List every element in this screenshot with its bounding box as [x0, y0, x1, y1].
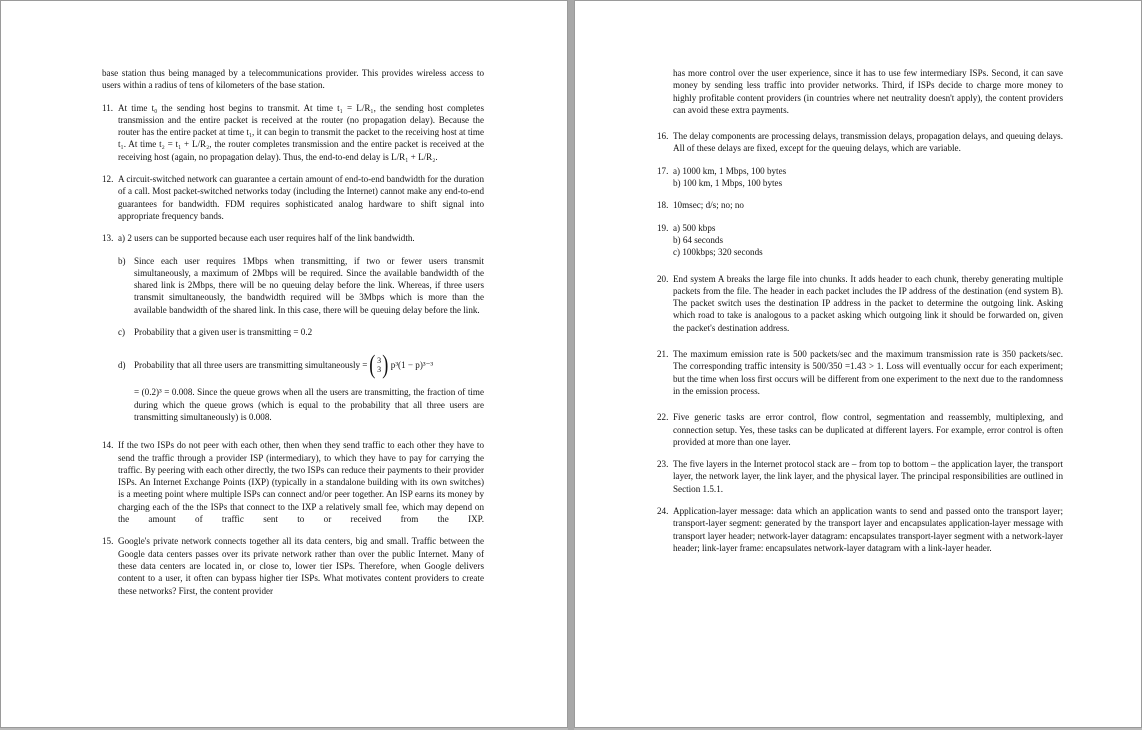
binomial-bottom: 3: [377, 365, 382, 375]
answer-24: [657, 505, 1063, 554]
answer-19-number: 19.: [657, 222, 669, 233]
answer-17: [657, 165, 1063, 190]
answer-23-text: The five layers in the Internet protocol stack are – from top to bottom – the application layer, the transport layer, the network layer, the link layer, and the physical layer. The principal responsibilities are outlined in Section 1.5.1.: [673, 459, 1063, 494]
answer-17-number: 17.: [657, 165, 669, 176]
answer-11-number: 11.: [102, 102, 114, 113]
answer-20-text: End system A breaks the large file into chunks. It adds header to each chunk, thereby generating multiple packets from the file. The header in each packet includes the IP address of the destination (end system B). The packet switch uses the destination IP address in the packet to determine the outgoing link. Asking which road to take is analogous to a packet asking which outgoing link it should be forwarded on, given the packet's destination address.: [673, 273, 1063, 333]
answer-19: [657, 222, 1063, 259]
answer-19-a: a) 500 kbps: [673, 222, 716, 233]
answer-11-text: At time t₀ the sending host begins to transmit. At time t₁ = L/R₁, the sending host completes transmission and the entire packet is received at the router (no propagation delay). Because the router has the entire packet at time t₁, it can begin to transmit the packet to the receiving host at time t₁. At time t₂ = t₁ + L/R₂, the router completes transmission and the entire packet is received at the receiving host (again, no propagation delay). Thus, the end-to-end delay is L/R₁ + L/R₂.: [118, 102, 484, 162]
answer-13: [102, 232, 484, 423]
answer-21-text: The maximum emission rate is 500 packets/sec and the maximum transmission rate is 350 packets/sec. The corresponding traffic intensity is 500/350 =1.43 > 1. Loss will eventually occur for each experiment; but the time when loss first occurs will be different from one experiment to the next due to the randomness in the emission process.: [673, 349, 1063, 396]
answer-22: [657, 411, 1063, 448]
answer-21: [657, 348, 1063, 397]
answer-14-text: If the two ISPs do not peer with each other, then when they send traffic to each other they have to send the traffic through a provider ISP (intermediary), to which they have to pay for carrying the traffic. By peering with each other directly, the two ISPs can reduce their payments to their provider ISPs. An Internet Exchange Points (IXP) (typically in a standalone building with its own switches) is a meeting point where multiple ISPs can connect and/or peer together. An ISP earns its money by charging each of the the ISPs that connect to the IXP a relatively small fee, which may depend on the amount of traffic sent to or received from the IXP.: [118, 440, 484, 525]
answer-13-c-label: c): [118, 327, 126, 338]
answer-17-a: a) 1000 km, 1 Mbps, 100 bytes: [673, 165, 787, 176]
document-page-right: [574, 0, 1142, 728]
answer-11: [102, 102, 484, 163]
answer-13-c-text: Probability that a given user is transmitting = 0.2: [134, 327, 313, 338]
answer-13-number: 13.: [102, 233, 114, 244]
answer-12-number: 12.: [102, 174, 114, 185]
answer-13-d-formula-text: p³(1 − p)³⁻³: [390, 360, 434, 371]
answer-13-b-text: Since each user requires 1Mbps when transmitting, if two or fewer users transmit simultaneously, a maximum of 2Mbps will be required. Since the available bandwidth of the shared link is 2Mbps, there will be no queuing delay before the link. Whereas, if three users transmit simultaneously, the bandwidth required will be 3Mbps which is more than the available bandwidth of the shared link. In this case, there will be queuing delay before the link.: [134, 255, 484, 315]
answer-15-number: 15.: [102, 536, 114, 547]
answer-16-text: The delay components are processing delays, transmission delays, propagation delays, and queuing delays. All of these delays are fixed, except for the queuing delays, which are variable.: [673, 131, 1063, 154]
right-intro-paragraph: has more control over the user experience, since it has to use few intermediary ISPs. Second, it can save money by sending less traffic into provider networks. Third, if ISPs decide to charge more money to highly profitable content providers (in countries where net neutrality doesn't apply), the content providers can avoid these extra payments.: [673, 68, 1063, 115]
document-page-left: [0, 0, 568, 728]
left-intro-paragraph: base station thus being managed by a telecommunications provider. This provides wireless access to users within a radius of tens of kilometers of the base station.: [102, 68, 484, 91]
answer-13-b-label: b): [118, 255, 126, 266]
answer-18: [657, 199, 1063, 211]
answer-23: [657, 458, 1063, 495]
answer-18-number: 18.: [657, 200, 669, 211]
answer-14: [102, 439, 484, 525]
answer-22-text: Five generic tasks are error control, flow control, segmentation and reassembly, multiplexing, and connection setup. Yes, these tasks can be duplicated at different layers. For example, error control is often provided at more than one layer.: [673, 412, 1063, 447]
answer-12: [102, 173, 484, 222]
answer-14-number: 14.: [102, 440, 114, 451]
answer-20-number: 20.: [657, 273, 669, 284]
answer-13-d-prefix: Probability that all three users are transmitting simultaneously =: [134, 360, 368, 371]
answer-13-d-label: d): [118, 360, 126, 371]
answer-13-c: [118, 326, 484, 338]
answer-20: [657, 273, 1063, 334]
page-left-content: [102, 67, 484, 607]
answer-13-d-formula: [118, 352, 484, 378]
binomial-coefficient: ( 3 3 ): [369, 350, 389, 380]
answer-16: [657, 130, 1063, 155]
answer-18-text: 10msec; d/s; no; no: [673, 200, 744, 211]
answer-19-b: b) 64 seconds: [673, 234, 724, 245]
answer-19-c: c) 100kbps; 320 seconds: [673, 247, 763, 258]
answer-24-number: 24.: [657, 506, 669, 517]
answer-23-number: 23.: [657, 459, 669, 470]
answer-16-number: 16.: [657, 131, 669, 142]
answer-24-text: Application-layer message: data which an application wants to send and passed onto the transport layer; transport-layer segment: generated by the transport layer and encapsulates application-layer message with transport layer header; network-layer datagram: encapsulates transport-layer segment with a network-layer header; link-layer frame: encapsulates network-layer datagram with a link-layer header.: [673, 506, 1063, 553]
answer-15: [102, 535, 484, 596]
answer-17-b: b) 100 km, 1 Mbps, 100 bytes: [673, 178, 783, 189]
answer-13-d-continuation: = (0.2)³ = 0.008. Since the queue grows when all the users are transmitting, the fraction of time during which the queue grows (which is equal to the probability that all three users are transmitting simultaneously) is 0.008.: [134, 387, 484, 422]
answer-12-text: A circuit-switched network can guarantee a certain amount of end-to-end bandwidth for the duration of a call. Most packet-switched networks today (including the Internet) cannot make any end-to-end guarantees for bandwidth. FDM requires sophisticated analog hardware to shift signal into appropriate frequency bands.: [118, 174, 484, 221]
answer-22-number: 22.: [657, 412, 669, 423]
answer-21-number: 21.: [657, 349, 669, 360]
answer-13-a: a) 2 users can be supported because each user requires half of the link bandwidth.: [118, 233, 415, 244]
answer-15-text: Google's private network connects together all its data centers, big and small. Traffic between the Google data centers passes over its private network rather than over the public Internet. Many of these data centers are located in, or close to, lower tier ISPs. Therefore, when Google delivers content to a user, it often can bypass higher tier ISPs. What motivates content providers to create these networks? First, the content provider: [118, 536, 484, 596]
page-right-content: [657, 67, 1063, 564]
binomial-top: 3: [377, 356, 382, 366]
answer-13-b: [118, 255, 484, 316]
